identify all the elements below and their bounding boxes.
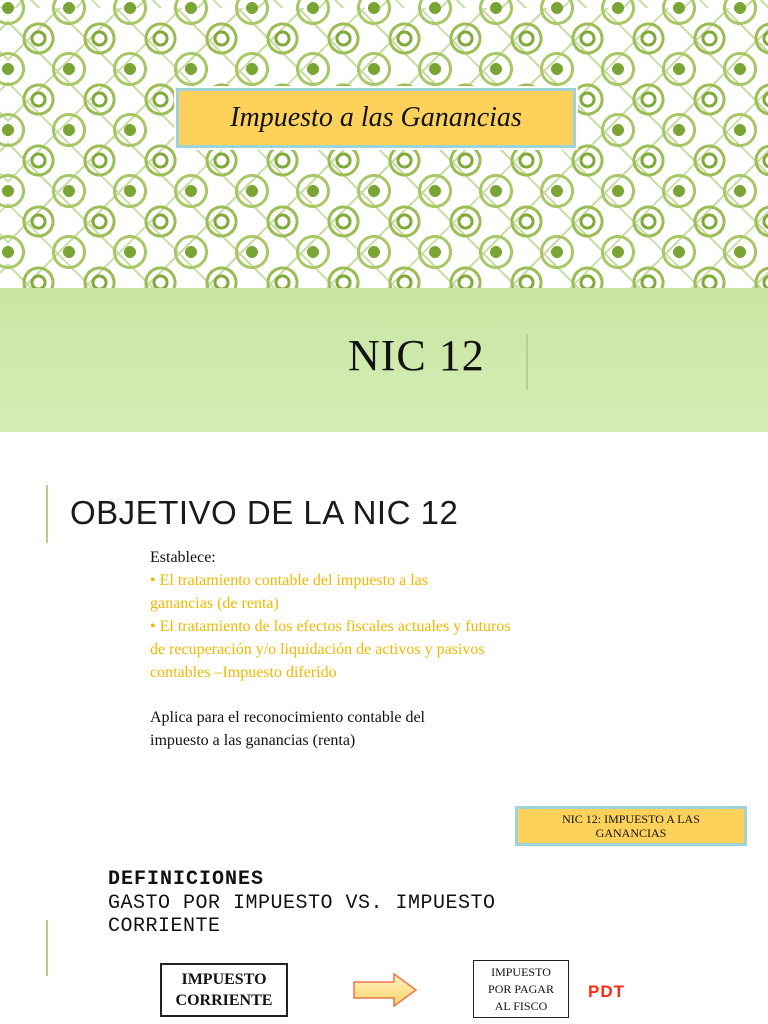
- section-label-line-2: GANANCIAS: [595, 826, 667, 840]
- current-tax-box: [160, 963, 288, 1017]
- arrow-right-icon: [352, 972, 418, 1008]
- applies-line-2: impuesto a las ganancias (renta): [150, 732, 356, 749]
- slide-title: NIC 12: [348, 331, 485, 380]
- intro-text: Establece:: [150, 549, 216, 566]
- objective-body: [150, 546, 620, 752]
- bullet-2-line-3: contables –Impuesto diferido: [150, 664, 337, 681]
- subheading-line-1: GASTO POR IMPUESTO VS. IMPUESTO: [108, 892, 496, 915]
- bullet-1-line-2: ganancias (de renta): [150, 595, 279, 612]
- subheading-line-2: CORRIENTE: [108, 915, 221, 938]
- bullet-1-line-1: • El tratamiento contable del impuesto a las: [150, 572, 428, 589]
- definitions-heading: DEFINICIONES: [108, 868, 265, 891]
- bullet-2-line-2: de recuperación y/o liquidación de activos y pasivos: [150, 641, 485, 658]
- title-box-text: Impuesto a las Ganancias: [230, 102, 522, 133]
- divider-bar: [46, 485, 48, 543]
- objective-heading: OBJETIVO DE LA NIC 12: [70, 494, 459, 531]
- current-tax-line-1: IMPUESTO: [181, 971, 267, 988]
- current-tax-line-2: CORRIENTE: [175, 992, 273, 1009]
- applies-line-1: Aplica para el reconocimiento contable del: [150, 709, 425, 726]
- tax-payable-box: [473, 960, 569, 1018]
- divider-bar: [526, 334, 528, 390]
- pdt-label: PDT: [588, 982, 625, 1001]
- section-label-line-1: NIC 12: IMPUESTO A LAS: [562, 812, 700, 826]
- definitions-subheading: [108, 892, 578, 938]
- tax-payable-line-3: AL FISCO: [494, 998, 548, 1013]
- title-box: [176, 88, 576, 148]
- divider-bar: [46, 920, 48, 976]
- bullet-2-line-1: • El tratamiento de los efectos fiscales actuales y futuros: [150, 618, 511, 635]
- tax-payable-line-2: POR PAGAR: [488, 981, 554, 996]
- tax-payable-line-1: IMPUESTO: [491, 964, 551, 979]
- section-label-box: [515, 806, 747, 846]
